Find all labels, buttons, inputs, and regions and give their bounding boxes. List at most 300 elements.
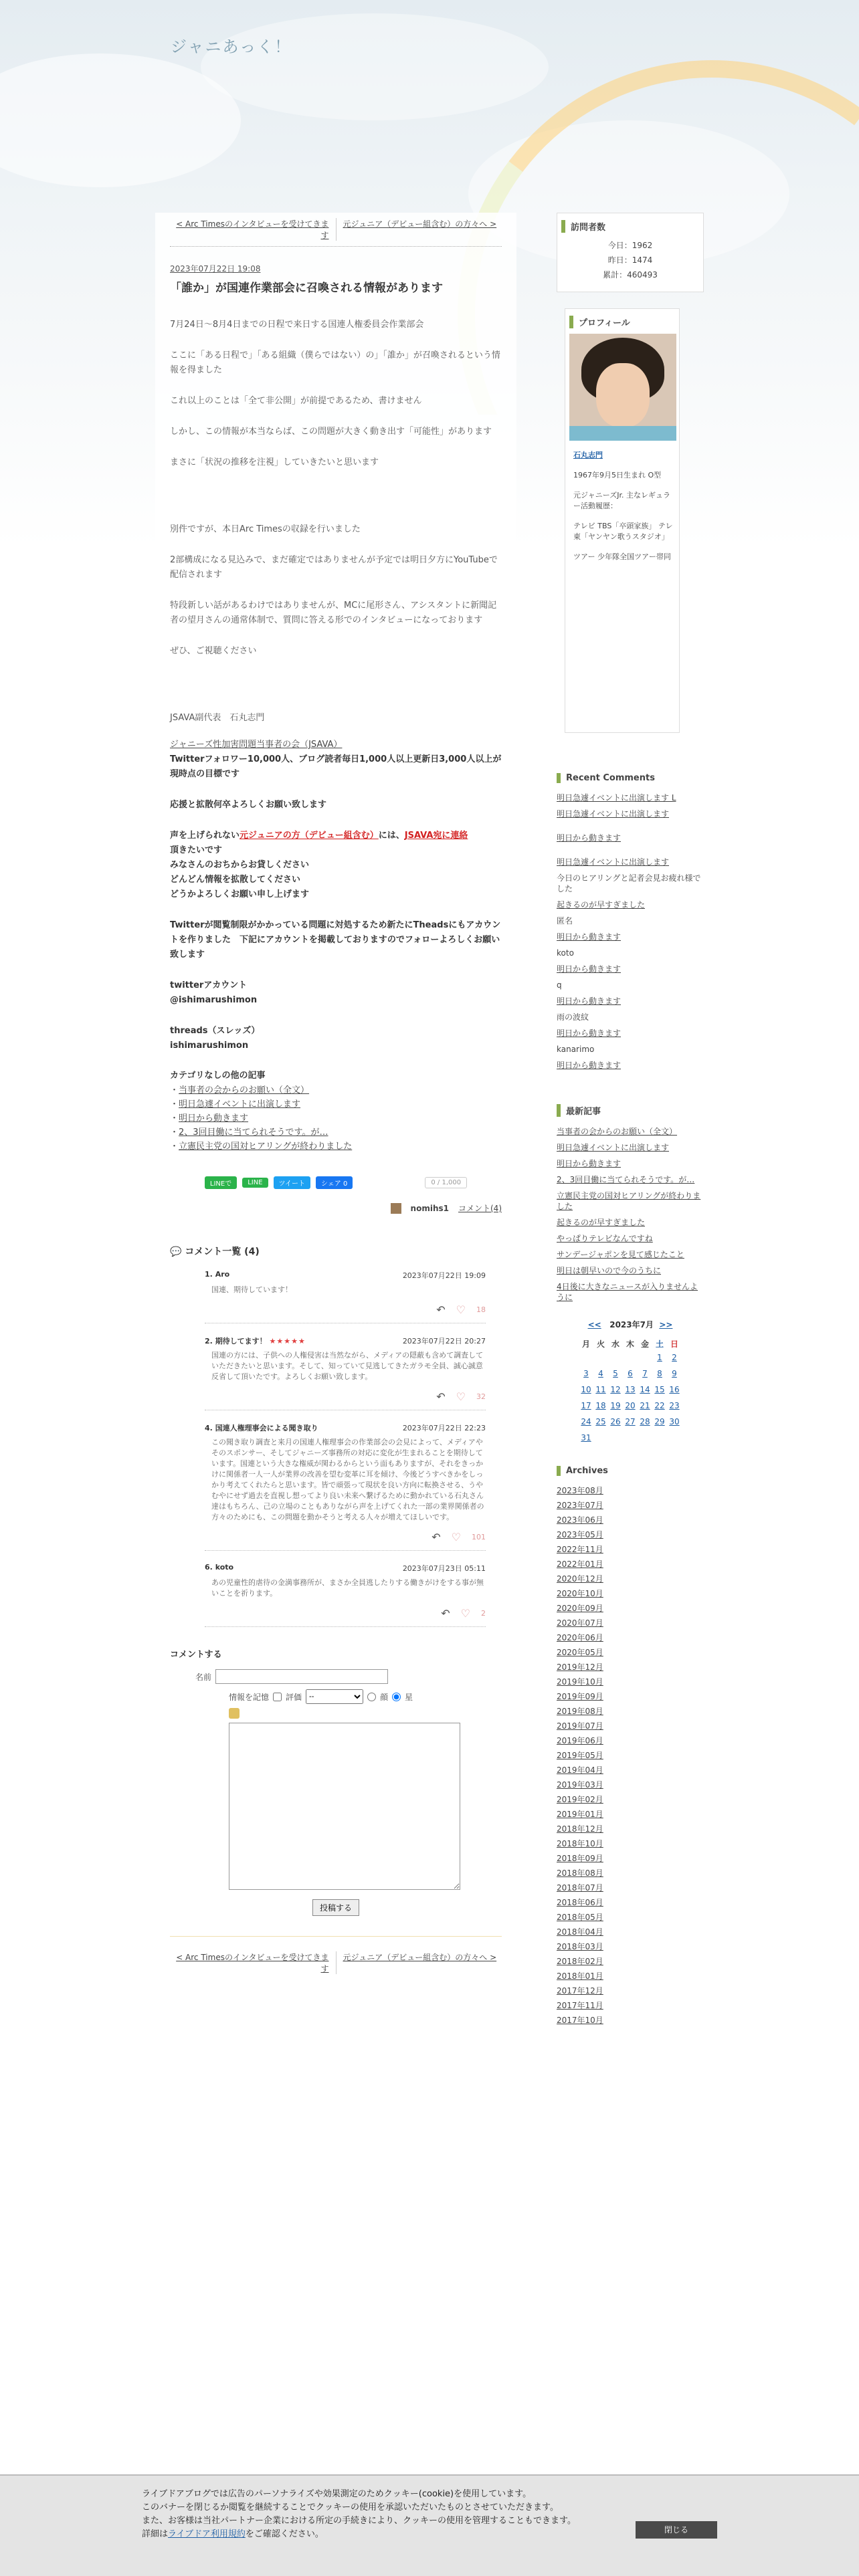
calendar-day-link[interactable]: 19 bbox=[610, 1401, 621, 1410]
remember-label: 情報を記憶 bbox=[229, 1692, 270, 1702]
reply-icon[interactable]: ↶ bbox=[436, 1303, 446, 1316]
sidebar bbox=[557, 213, 704, 2030]
archive-link[interactable]: 2020年07月 bbox=[557, 1618, 603, 1628]
today-count: 今日：1962 bbox=[607, 241, 653, 250]
calendar-day-link[interactable]: 4 bbox=[598, 1369, 603, 1378]
calendar-day bbox=[579, 1350, 593, 1366]
archive-link[interactable]: 2023年08月 bbox=[557, 1486, 603, 1495]
archive-item bbox=[557, 1515, 704, 1525]
archive-link[interactable]: 2023年05月 bbox=[557, 1530, 603, 1539]
calendar-day bbox=[638, 1350, 652, 1366]
archive-item bbox=[557, 1927, 704, 1937]
recent-comment-author: 雨の波紋 bbox=[557, 1012, 589, 1022]
calendar-day[interactable] bbox=[579, 1398, 593, 1414]
profile-bio: テレビ TBS「卒頭家族」 テレ東「ヤンヤン歌うスタジオ」 bbox=[573, 522, 673, 541]
comment-item bbox=[205, 1410, 486, 1551]
archive-link[interactable]: 2020年06月 bbox=[557, 1633, 603, 1642]
profile-name[interactable]: 石丸志門 bbox=[573, 451, 603, 459]
prev-article-link[interactable]: < Arc Timesのインタビューを受けてきます bbox=[170, 218, 337, 241]
archive-link[interactable]: 2018年06月 bbox=[557, 1898, 603, 1907]
calendar-day-link[interactable]: 5 bbox=[613, 1369, 618, 1378]
archive-item bbox=[557, 1574, 704, 1584]
signature: JSAVA副代表 石丸志門 bbox=[170, 713, 265, 723]
archive-link[interactable]: 2018年01月 bbox=[557, 1971, 603, 1981]
calendar-day[interactable] bbox=[593, 1398, 608, 1414]
comment-date: 2023年07月22日 19:09 bbox=[402, 1271, 486, 1280]
comment-form bbox=[170, 1647, 502, 1916]
total-count: 累計：460493 bbox=[603, 270, 658, 280]
archive-link[interactable]: 2018年07月 bbox=[557, 1883, 603, 1893]
archive-link[interactable]: 2018年05月 bbox=[557, 1913, 603, 1922]
cookie-line: をご確認ください。 bbox=[245, 2529, 324, 2539]
reply-icon[interactable]: ↶ bbox=[432, 1531, 441, 1543]
prev-article-link[interactable]: < Arc Timesのインタビューを受けてきます bbox=[170, 1951, 337, 1974]
related-link[interactable]: 2、3回目働に当てられそうです。が… bbox=[179, 1128, 328, 1138]
paragraph: 2部構成になる見込みで、まだ確定ではありませんが予定では明日夕方にYouTubeで配信されます bbox=[170, 555, 498, 580]
archive-link[interactable]: 2020年09月 bbox=[557, 1604, 603, 1613]
archive-link[interactable]: 2018年10月 bbox=[557, 1839, 603, 1848]
cookie-message bbox=[142, 2488, 576, 2541]
tweet-button[interactable]: ツイート bbox=[274, 1176, 311, 1189]
calendar-weekday: 金 bbox=[640, 1339, 649, 1349]
related-heading: カテゴリなしの他の記事 bbox=[170, 1071, 266, 1081]
bottom-article-nav bbox=[170, 1946, 502, 1979]
profile-bio: ツアー 少年隊全国ツアー帯同 bbox=[573, 552, 671, 561]
comment-text: この聞き取り調査と来月の国連人権理事会の作業部会の会見によって、メディアやそのスポンサー、そしてジャニーズ事務所の対応に変化が生まれることを期待しています。国連という大きな権威が関わるからという面もありますが、それをきっかけに関係者一人一人が業界の改善を望む変革に耳を傾け、今後どうすべきかをしっかり考えてくれたらと思います。皆で頑張って現状を良い方向に転換させる、うやむやにせず過去を直視し想ってより良い未来へ繋げるために動かれている石丸さん達はもちろん、己の立場のこともありながら声を上げてくれた一部の業界関係者の方々のためにも、この問題を動かそうと考える人々が増えてほしいです。 bbox=[211, 1438, 484, 1521]
recent-comments-heading: Recent Comments bbox=[557, 773, 704, 783]
like-heart-icon[interactable]: ♡ bbox=[456, 1303, 466, 1316]
calendar-day[interactable] bbox=[638, 1382, 652, 1398]
calendar-day-link[interactable]: 13 bbox=[625, 1385, 636, 1394]
calendar-day-link[interactable]: 31 bbox=[581, 1433, 591, 1442]
twitter-label: twitterアカウント bbox=[170, 980, 248, 990]
archive-link[interactable]: 2019年02月 bbox=[557, 1795, 603, 1804]
comment-item bbox=[205, 1258, 486, 1323]
latest-article-link[interactable]: 4日後に大きなニュースが入りませんように bbox=[557, 1282, 698, 1302]
call-text: には、 bbox=[378, 831, 405, 841]
call-text: 頂きたいです bbox=[170, 845, 223, 855]
recent-comment-link[interactable]: 明日急遽イベントに出演します L bbox=[557, 793, 676, 802]
archive-item bbox=[557, 1985, 704, 1996]
recent-comment-author: 匿名 bbox=[557, 916, 573, 926]
twitter-handle: @ishimarushimon bbox=[170, 995, 258, 1005]
like-count: 2 bbox=[481, 1609, 486, 1618]
calendar-day bbox=[623, 1350, 638, 1366]
comment-text: 国連の方には、子供への人権侵害は当然ながら、メディアの隠蔽も含めて調査していただきたいと思います。そして、知っていて見逃してきたガラモ全員、誠心誠意反省して頂いたです。よろしくお願い致します。 bbox=[211, 1351, 484, 1381]
calendar-day[interactable] bbox=[652, 1350, 667, 1366]
cookie-line: また、お客様は当社パートナー企業における所定の手続きにより、クッキーの使用を管理することもできます。 bbox=[142, 2516, 576, 2526]
archive-link[interactable]: 2018年02月 bbox=[557, 1957, 603, 1966]
calendar-day[interactable] bbox=[652, 1398, 667, 1414]
comment-item bbox=[205, 1551, 486, 1627]
calendar-day bbox=[608, 1350, 623, 1366]
star-radio[interactable] bbox=[392, 1693, 401, 1701]
post-body bbox=[170, 318, 502, 1053]
comment-date: 2023年07月22日 22:23 bbox=[402, 1424, 486, 1432]
paragraph: 別件ですが、本日Arc Timesの収録を行いました bbox=[170, 524, 361, 534]
calendar-weekday: 木 bbox=[626, 1339, 634, 1349]
remember-checkbox[interactable] bbox=[273, 1693, 282, 1701]
comment-number: 2. bbox=[205, 1337, 213, 1346]
recent-comment-author: q bbox=[557, 980, 562, 990]
comment-item bbox=[205, 1323, 486, 1410]
archive-link[interactable]: 2018年08月 bbox=[557, 1868, 603, 1878]
related-link[interactable]: 立憲民主党の国対ヒアリングが終わりました bbox=[179, 1142, 353, 1152]
archive-link[interactable]: 2019年01月 bbox=[557, 1810, 603, 1819]
comment-text: 国連、期待しています！ bbox=[211, 1285, 292, 1294]
archive-link[interactable]: 2019年06月 bbox=[557, 1736, 603, 1745]
archive-item bbox=[557, 1838, 704, 1849]
related-link[interactable]: 明日から動きます bbox=[179, 1113, 249, 1123]
archives-heading: Archives bbox=[557, 1466, 704, 1476]
calendar-day-link[interactable]: 3 bbox=[583, 1369, 589, 1378]
archive-link[interactable]: 2022年11月 bbox=[557, 1545, 603, 1554]
reply-icon[interactable]: ↶ bbox=[436, 1390, 446, 1403]
paragraph: ここに「ある日程で」「ある組織（僕らではない）の」「誰か」が召喚されるという情報を得ました bbox=[170, 350, 500, 375]
main-column bbox=[155, 213, 516, 1996]
calendar-day[interactable] bbox=[623, 1366, 638, 1382]
former-junior-link[interactable]: 元ジュニアの方（デビュー組含む） bbox=[240, 831, 379, 841]
calendar-day[interactable] bbox=[638, 1398, 652, 1414]
calendar-day-link[interactable]: 26 bbox=[610, 1417, 621, 1426]
comment-number: 4. bbox=[205, 1424, 213, 1432]
archives bbox=[557, 1466, 704, 2026]
latest-article-link[interactable]: 明日から動きます bbox=[557, 1159, 622, 1168]
comment-rating-stars: ★★★★★ bbox=[269, 1337, 306, 1346]
calendar-day[interactable] bbox=[593, 1382, 608, 1398]
archive-item bbox=[557, 1794, 704, 1805]
archive-link[interactable]: 2018年03月 bbox=[557, 1942, 603, 1951]
calendar-prev[interactable]: << bbox=[587, 1320, 601, 1329]
calendar-day-link[interactable]: 9 bbox=[672, 1369, 677, 1378]
archive-link[interactable]: 2023年07月 bbox=[557, 1501, 603, 1510]
face-radio[interactable] bbox=[367, 1693, 376, 1701]
calendar-day-link[interactable]: 11 bbox=[595, 1385, 606, 1394]
comment-date: 2023年07月23日 05:11 bbox=[402, 1564, 486, 1573]
speech-bubble-icon: 💬 bbox=[170, 1247, 182, 1257]
org-link[interactable]: ジャニーズ性加害問題当事者の会（JSAVA） bbox=[170, 740, 343, 750]
calendar-day[interactable] bbox=[667, 1366, 682, 1382]
paragraph: まさに「状況の推移を注視」していきたいと思います bbox=[170, 457, 379, 467]
rating-label: 評価 bbox=[286, 1692, 302, 1702]
archive-item bbox=[557, 1588, 704, 1599]
comments-link[interactable]: コメント(4) bbox=[458, 1204, 502, 1213]
archive-link[interactable]: 2020年10月 bbox=[557, 1589, 603, 1598]
post-date[interactable]: 2023年07月22日 19:08 bbox=[170, 264, 261, 274]
archive-item bbox=[557, 1853, 704, 1864]
calendar-day-link[interactable]: 29 bbox=[654, 1417, 665, 1426]
archive-item bbox=[557, 1603, 704, 1614]
comment-author: koto bbox=[215, 1563, 234, 1572]
calendar-day[interactable] bbox=[593, 1414, 608, 1430]
facebook-share-button[interactable]: シェア 0 bbox=[316, 1176, 353, 1189]
comments-heading bbox=[170, 1245, 502, 1258]
reply-icon[interactable]: ↶ bbox=[441, 1607, 450, 1620]
calendar-day-link[interactable]: 30 bbox=[669, 1417, 680, 1426]
visitor-counter bbox=[557, 213, 704, 292]
calendar-weekday: 月 bbox=[581, 1339, 590, 1349]
calendar-day bbox=[593, 1350, 608, 1366]
calendar-day-link[interactable]: 22 bbox=[654, 1401, 665, 1410]
call-text: どんどん情報を拡散してください bbox=[170, 875, 301, 885]
top-article-nav bbox=[170, 213, 502, 247]
related-link[interactable]: 当事者の会からのお願い（全文） bbox=[179, 1085, 310, 1095]
star-label: 星 bbox=[405, 1692, 413, 1702]
comment-date: 2023年07月22日 20:27 bbox=[402, 1337, 486, 1346]
recent-comment-link[interactable]: 明日急遽イベントに出演します bbox=[557, 809, 670, 819]
name-input[interactable] bbox=[215, 1669, 388, 1684]
comment-author: Aro bbox=[215, 1270, 230, 1279]
line-send-button[interactable]: LINE bbox=[242, 1178, 268, 1188]
archive-link[interactable]: 2019年08月 bbox=[557, 1707, 603, 1716]
next-article-link[interactable]: 元ジュニア（デビュー組含む）の方々へ > bbox=[343, 219, 497, 229]
calendar-day[interactable] bbox=[667, 1382, 682, 1398]
calendar-day-link[interactable]: 1 bbox=[657, 1353, 662, 1362]
calendar-day-link[interactable]: 27 bbox=[625, 1417, 636, 1426]
related-link[interactable]: 明日急遽イベントに出演します bbox=[179, 1099, 301, 1109]
calendar-table bbox=[579, 1338, 682, 1446]
archive-item bbox=[557, 1971, 704, 1981]
calendar-day-link[interactable]: 7 bbox=[642, 1369, 648, 1378]
goal-text: Twitterフォロワー10,000人、ブログ読者毎日1,000人以上更新日3,000人以上が現時点の目標です bbox=[170, 754, 502, 779]
like-count: 18 bbox=[476, 1305, 486, 1314]
calendar-day bbox=[608, 1430, 623, 1446]
calendar-day-link[interactable]: 18 bbox=[595, 1401, 606, 1410]
line-share-button[interactable]: LINEで bbox=[205, 1176, 237, 1189]
support-text: 応援と拡散何卒よろしくお願い致します bbox=[170, 800, 327, 810]
calendar-day-link[interactable]: 2 bbox=[672, 1353, 677, 1362]
profile-photo bbox=[569, 334, 676, 441]
calendar-day-link[interactable]: 15 bbox=[654, 1385, 665, 1394]
call-text: 声を上げられない bbox=[170, 831, 240, 841]
calendar-day-link[interactable]: 23 bbox=[669, 1401, 680, 1410]
calendar-day-link[interactable]: 20 bbox=[625, 1401, 636, 1410]
calendar bbox=[557, 1319, 704, 1446]
profile-box bbox=[565, 308, 680, 733]
calendar-day-link[interactable]: 25 bbox=[595, 1417, 606, 1426]
calendar-day[interactable] bbox=[638, 1366, 652, 1382]
rating-select[interactable] bbox=[306, 1689, 363, 1704]
calendar-day-link[interactable]: 21 bbox=[640, 1401, 650, 1410]
archive-link[interactable]: 2019年04月 bbox=[557, 1765, 603, 1775]
calendar-day-link[interactable]: 14 bbox=[640, 1385, 650, 1394]
calendar-day[interactable] bbox=[579, 1414, 593, 1430]
archive-link[interactable]: 2020年05月 bbox=[557, 1648, 603, 1657]
archive-item bbox=[557, 1485, 704, 1496]
author-name[interactable]: nomihs1 bbox=[410, 1203, 449, 1213]
comment-author: 国連人権理事会による聞き取り bbox=[215, 1424, 318, 1432]
recent-comment-link[interactable]: 明日から動きます bbox=[557, 1061, 622, 1070]
share-bar bbox=[170, 1176, 502, 1189]
archive-link[interactable]: 2019年09月 bbox=[557, 1692, 603, 1701]
calendar-day[interactable] bbox=[579, 1366, 593, 1382]
calendar-day[interactable] bbox=[638, 1414, 652, 1430]
latest-article-link[interactable]: 立憲民主党の国対ヒアリングが終わりました bbox=[557, 1191, 701, 1211]
calendar-day[interactable] bbox=[623, 1382, 638, 1398]
archive-item bbox=[557, 1956, 704, 1967]
calendar-day-link[interactable]: 6 bbox=[628, 1369, 633, 1378]
calendar-day[interactable] bbox=[667, 1398, 682, 1414]
archive-link[interactable]: 2019年12月 bbox=[557, 1662, 603, 1672]
calendar-weekday: 土 bbox=[655, 1339, 664, 1349]
calendar-day-link[interactable]: 28 bbox=[640, 1417, 650, 1426]
archive-link[interactable]: 2023年06月 bbox=[557, 1515, 603, 1525]
recent-comments bbox=[557, 773, 704, 1071]
archive-item bbox=[557, 1544, 704, 1555]
comment-textarea[interactable] bbox=[229, 1723, 460, 1890]
archive-link[interactable]: 2022年01月 bbox=[557, 1560, 603, 1569]
post-title: 「誰か」が国連作業部会に召喚される情報があります bbox=[170, 282, 443, 295]
archive-item bbox=[557, 1706, 704, 1717]
next-article-link[interactable]: 元ジュニア（デビュー組含む）の方々へ > bbox=[343, 1953, 497, 1962]
recent-comment-link[interactable]: 明日から動きます bbox=[557, 1029, 622, 1038]
latest-article-link[interactable]: 明日急遽イベントに出演します bbox=[557, 1143, 670, 1152]
calendar-day-link[interactable]: 24 bbox=[581, 1417, 591, 1426]
yesterday-count: 昨日：1474 bbox=[607, 255, 653, 265]
calendar-day[interactable] bbox=[608, 1382, 623, 1398]
archive-item bbox=[557, 1529, 704, 1540]
threads-label: threads（スレッズ） bbox=[170, 1026, 260, 1036]
archive-link[interactable]: 2018年04月 bbox=[557, 1927, 603, 1937]
archive-link[interactable]: 2017年10月 bbox=[557, 2016, 603, 2025]
comment-number: 1. bbox=[205, 1270, 213, 1279]
recent-comment-link[interactable]: 明日から動きます bbox=[557, 996, 622, 1006]
archive-item bbox=[557, 1559, 704, 1570]
calendar-day[interactable] bbox=[579, 1430, 593, 1446]
latest-article-link[interactable]: 明日は朝早いので今のうちに bbox=[557, 1266, 662, 1275]
calendar-day[interactable] bbox=[608, 1366, 623, 1382]
archive-link[interactable]: 2019年10月 bbox=[557, 1677, 603, 1687]
calendar-weekday: 日 bbox=[670, 1339, 678, 1349]
archive-link[interactable]: 2017年12月 bbox=[557, 1986, 603, 1996]
recent-comment-link[interactable]: 明日から動きます bbox=[557, 932, 622, 942]
cookie-line: ライブドアブログでは広告のパーソナライズや効果測定のためクッキー(cookie)を使用しています。 bbox=[142, 2489, 532, 2499]
author-avatar-icon bbox=[391, 1203, 401, 1214]
calendar-day[interactable] bbox=[652, 1382, 667, 1398]
recent-comment-author: kanarimo bbox=[557, 1045, 595, 1054]
archive-item bbox=[557, 1912, 704, 1923]
profile-heading: プロフィール bbox=[569, 316, 675, 328]
paragraph: これ以上のことは「全て非公開」が前提であるため、書けません bbox=[170, 396, 422, 406]
like-heart-icon[interactable]: ♡ bbox=[456, 1390, 466, 1403]
cookie-close-button[interactable]: 閉じる bbox=[636, 2521, 717, 2539]
calendar-day[interactable] bbox=[667, 1414, 682, 1430]
face-label: 顔 bbox=[380, 1692, 389, 1702]
blog-title[interactable]: ジャニあっく！ bbox=[171, 37, 292, 56]
profile-bio: 1967年9月5日生まれ O型 bbox=[573, 471, 662, 479]
recent-comment-link[interactable]: 明日から動きます bbox=[557, 964, 622, 974]
calendar-day[interactable] bbox=[623, 1414, 638, 1430]
calendar-weekday: 水 bbox=[611, 1339, 619, 1349]
call-text: みなさんのおちからお貸しください bbox=[170, 860, 310, 870]
archive-item bbox=[557, 1765, 704, 1776]
hatena-bookmark-button[interactable]: 0 / 1,000 bbox=[425, 1177, 467, 1188]
archive-item bbox=[557, 1647, 704, 1658]
archive-item bbox=[557, 1677, 704, 1687]
calendar-day-link[interactable]: 8 bbox=[657, 1369, 662, 1378]
call-to-action bbox=[170, 829, 502, 902]
archive-item bbox=[557, 1868, 704, 1879]
calendar-weekday: 火 bbox=[596, 1339, 605, 1349]
recent-comment-author: koto bbox=[557, 948, 574, 958]
calendar-day bbox=[593, 1430, 608, 1446]
paragraph: ぜひ、ご視聴ください bbox=[170, 646, 257, 656]
calendar-day[interactable] bbox=[579, 1382, 593, 1398]
recent-comment-link[interactable]: 起きるのが早すぎました bbox=[557, 900, 646, 909]
calendar-day bbox=[623, 1430, 638, 1446]
calendar-month: 2023年7月 bbox=[609, 1320, 654, 1329]
terms-link[interactable]: ライブドア利用規約 bbox=[168, 2529, 246, 2539]
archive-link[interactable]: 2018年09月 bbox=[557, 1854, 603, 1863]
paragraph: 7月24日〜8月4日までの日程で来日する国連人権委員会作業部会 bbox=[170, 320, 424, 330]
comment-author: 期待してます！ bbox=[215, 1337, 267, 1346]
author-row bbox=[170, 1202, 502, 1214]
like-heart-icon[interactable]: ♡ bbox=[451, 1531, 461, 1543]
archive-item bbox=[557, 1883, 704, 1893]
calendar-day-link[interactable]: 16 bbox=[669, 1385, 680, 1394]
archive-link[interactable]: 2017年11月 bbox=[557, 2001, 603, 2010]
latest-article-link[interactable]: やっぱりテレビなんですね bbox=[557, 1234, 653, 1243]
calendar-day[interactable] bbox=[608, 1414, 623, 1430]
calendar-day[interactable] bbox=[593, 1366, 608, 1382]
like-count: 101 bbox=[472, 1533, 486, 1541]
emoji-picker-icon[interactable] bbox=[229, 1708, 240, 1719]
archive-item bbox=[557, 1824, 704, 1834]
profile-bio: 元ジャニーズJr. 主なレギュラー活動履歴： bbox=[573, 491, 670, 510]
archive-item bbox=[557, 1780, 704, 1790]
calendar-day[interactable] bbox=[608, 1398, 623, 1414]
visitor-heading: 訪問者数 bbox=[561, 220, 699, 233]
calendar-day[interactable] bbox=[623, 1398, 638, 1414]
paragraph: しかし、この情報が本当ならば、この問題が大きく動き出す「可能性」があります bbox=[170, 427, 492, 437]
calendar-day[interactable] bbox=[652, 1414, 667, 1430]
archive-link[interactable]: 2018年12月 bbox=[557, 1824, 603, 1834]
related-articles bbox=[170, 1068, 502, 1154]
latest-article-link[interactable]: サンデージャポンを見て感じたこと bbox=[557, 1250, 684, 1259]
calendar-day-link[interactable]: 17 bbox=[581, 1401, 591, 1410]
paragraph: 特段新しい話があるわけではありませんが、MCに尾形さん、アシスタントに新聞記者の望月さんの通常体制で、質問に答える形でのインタビューになっております bbox=[170, 601, 497, 625]
latest-article-link[interactable]: 当事者の会からのお願い（全文） bbox=[557, 1127, 678, 1136]
archive-link[interactable]: 2019年07月 bbox=[557, 1721, 603, 1731]
calendar-next[interactable]: >> bbox=[659, 1320, 673, 1329]
jsava-contact-link[interactable]: JSAVA宛に連絡 bbox=[404, 831, 468, 841]
calendar-day[interactable] bbox=[667, 1350, 682, 1366]
cookie-banner bbox=[0, 2474, 859, 2576]
archive-link[interactable]: 2019年03月 bbox=[557, 1780, 603, 1790]
submit-button[interactable]: 投稿する bbox=[312, 1899, 359, 1916]
archive-link[interactable]: 2019年05月 bbox=[557, 1751, 603, 1760]
calendar-day-link[interactable]: 10 bbox=[581, 1385, 591, 1394]
recent-comment-link[interactable]: 明日から動きます bbox=[557, 833, 622, 843]
archive-item bbox=[557, 2015, 704, 2026]
like-heart-icon[interactable]: ♡ bbox=[460, 1607, 470, 1620]
calendar-day bbox=[667, 1430, 682, 1446]
recent-comment-link[interactable]: 明日急遽イベントに出演します bbox=[557, 857, 670, 867]
name-label: 名前 bbox=[195, 1672, 212, 1682]
cookie-line: このバナーを閉じるか閲覧を継続することでクッキーの使用を承認いただいたものとさせていただきます。 bbox=[142, 2502, 559, 2512]
latest-article-link[interactable]: 2、3回目働に当てられそうです。が… bbox=[557, 1175, 695, 1184]
archive-link[interactable]: 2020年12月 bbox=[557, 1574, 603, 1584]
comment-form-heading: コメントする bbox=[170, 1650, 222, 1660]
archive-item bbox=[557, 1632, 704, 1643]
calendar-day-link[interactable]: 12 bbox=[610, 1385, 621, 1394]
like-count: 32 bbox=[476, 1392, 486, 1401]
comment-number: 6. bbox=[205, 1563, 213, 1572]
call-text: どうかよろしくお願い申し上げます bbox=[170, 889, 310, 899]
calendar-day[interactable] bbox=[652, 1366, 667, 1382]
latest-article-link[interactable]: 起きるのが早すぎました bbox=[557, 1218, 646, 1227]
archive-item bbox=[557, 1897, 704, 1908]
